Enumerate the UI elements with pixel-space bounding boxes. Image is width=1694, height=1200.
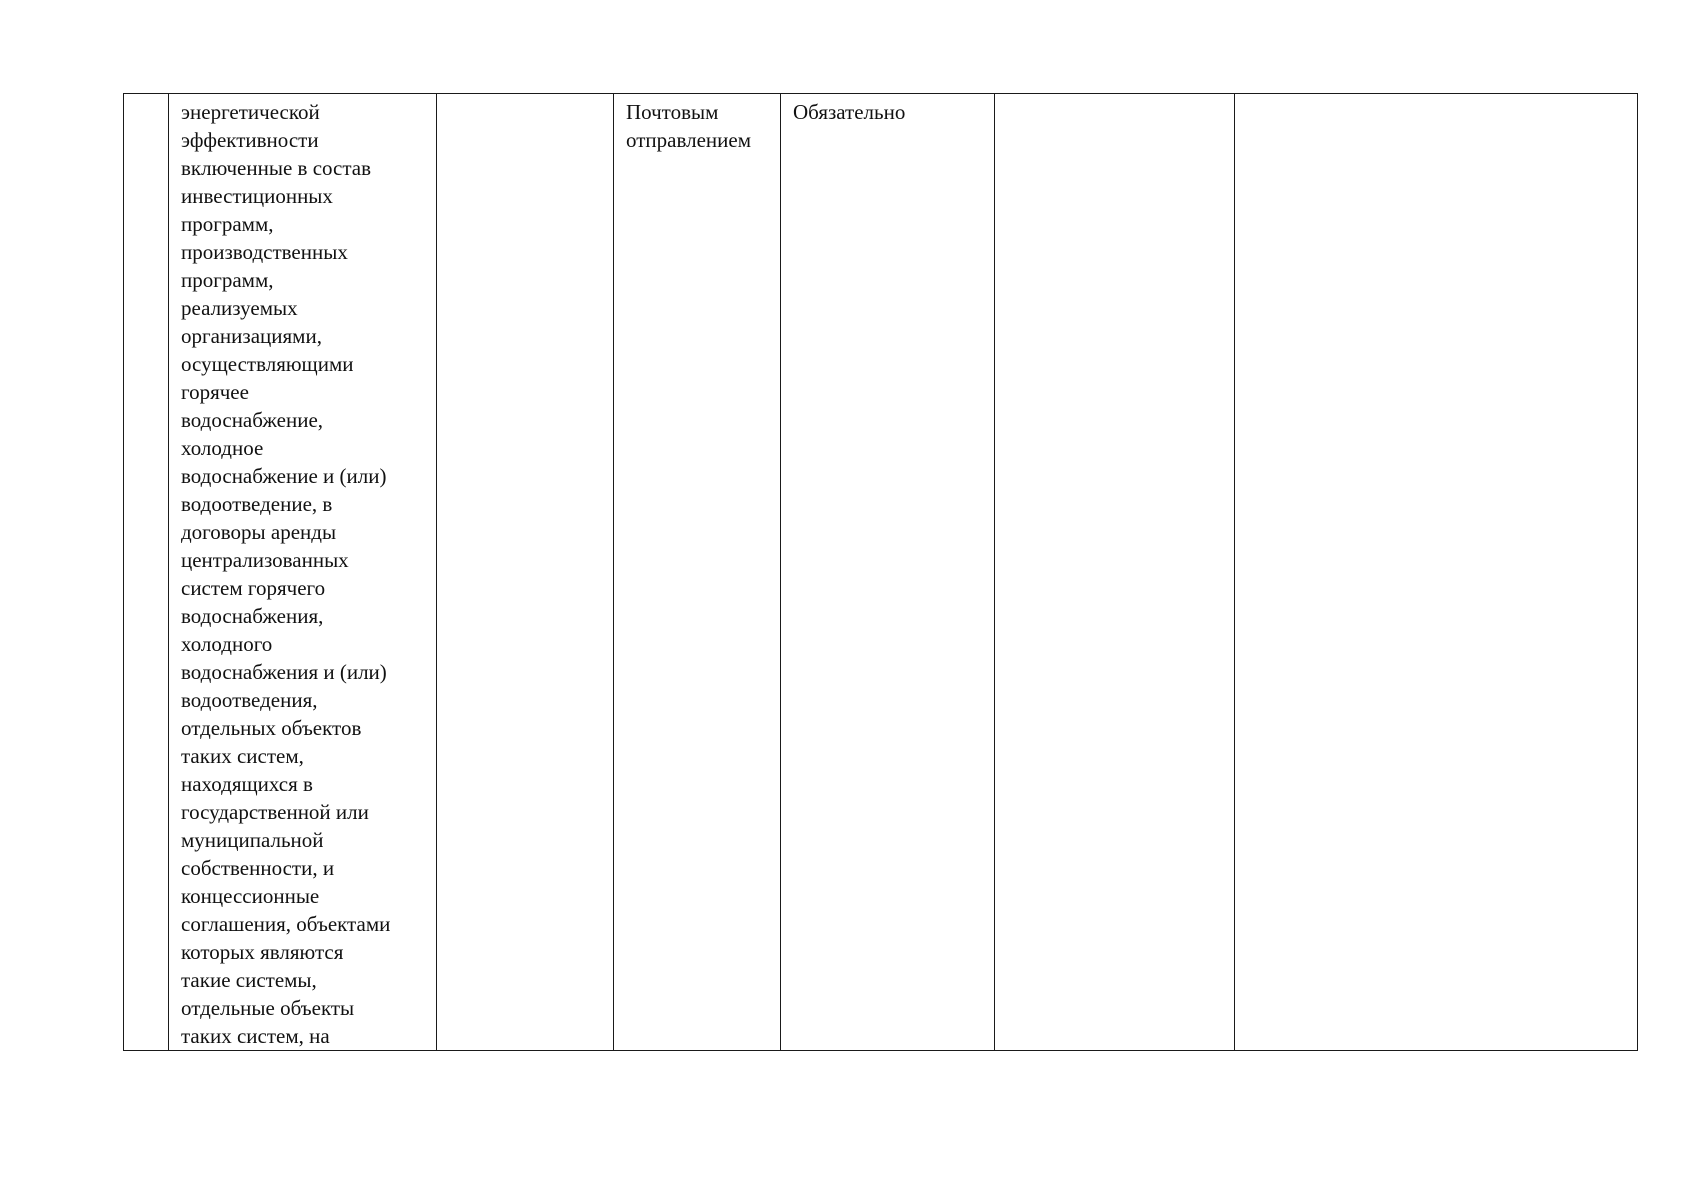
name-text-line: эффективности: [181, 128, 319, 152]
name-text-line: систем горячего: [181, 576, 326, 600]
name-text-line: водоотведения,: [181, 688, 318, 712]
name-text-line: горячее: [181, 380, 249, 404]
name-text-line: программ,: [181, 212, 274, 236]
method-cell: [614, 94, 781, 1051]
name-cell: [169, 94, 437, 1051]
name-text-line: централизованных: [181, 548, 349, 572]
name-text-line: таких систем, на: [181, 1024, 330, 1048]
name-text-line: которых являются: [181, 940, 344, 964]
name-text-line: водоснабжение и (или): [181, 464, 387, 488]
document-table: [123, 93, 1638, 1051]
name-text-line: холодного: [181, 632, 273, 656]
name-text-line: включенные в состав: [181, 156, 372, 180]
row-number-cell: [124, 94, 169, 1051]
row-number: [124, 94, 168, 98]
name-text-line: отдельных объектов: [181, 716, 362, 740]
name-text-line: водоснабжение,: [181, 408, 324, 432]
method-text-line: отправлением: [626, 128, 751, 152]
name-text-line: находящихся в: [181, 772, 313, 796]
name-text-line: инвестиционных: [181, 184, 333, 208]
name-text-line: организациями,: [181, 324, 322, 348]
column-3-text: [437, 94, 613, 98]
name-text-line: договоры аренды: [181, 520, 337, 544]
name-text-line: реализуемых: [181, 296, 298, 320]
column-7-cell: [1235, 94, 1638, 1051]
name-text-line: водоотведение, в: [181, 492, 333, 516]
table-row: [124, 94, 1638, 1051]
column-6-text: [995, 94, 1234, 98]
name-text-line: производственных: [181, 240, 348, 264]
name-text-line: отдельные объекты: [181, 996, 355, 1020]
name-text-line: водоснабжения и (или): [181, 660, 387, 684]
name-text-line: такие системы,: [181, 968, 317, 992]
name-text-line: осуществляющими: [181, 352, 354, 376]
column-7-text: [1235, 94, 1637, 98]
required-cell: [781, 94, 995, 1051]
name-text-line: государственной или: [181, 800, 369, 824]
name-text-line: программ,: [181, 268, 274, 292]
name-text-line: муниципальной: [181, 828, 324, 852]
method-text: [614, 94, 780, 154]
column-6-cell: [995, 94, 1235, 1051]
method-text-line: Почтовым: [626, 100, 719, 124]
name-text-line: соглашения, объектами: [181, 912, 391, 936]
name-text: [169, 94, 436, 1050]
name-text-line: концессионные: [181, 884, 320, 908]
name-text-line: энергетической: [181, 100, 320, 124]
required-text: Обязательно: [793, 100, 906, 124]
name-text-line: таких систем,: [181, 744, 304, 768]
column-3-cell: [437, 94, 614, 1051]
name-text-line: собственности, и: [181, 856, 335, 880]
name-text-line: водоснабжения,: [181, 604, 324, 628]
name-text-line: холодное: [181, 436, 264, 460]
